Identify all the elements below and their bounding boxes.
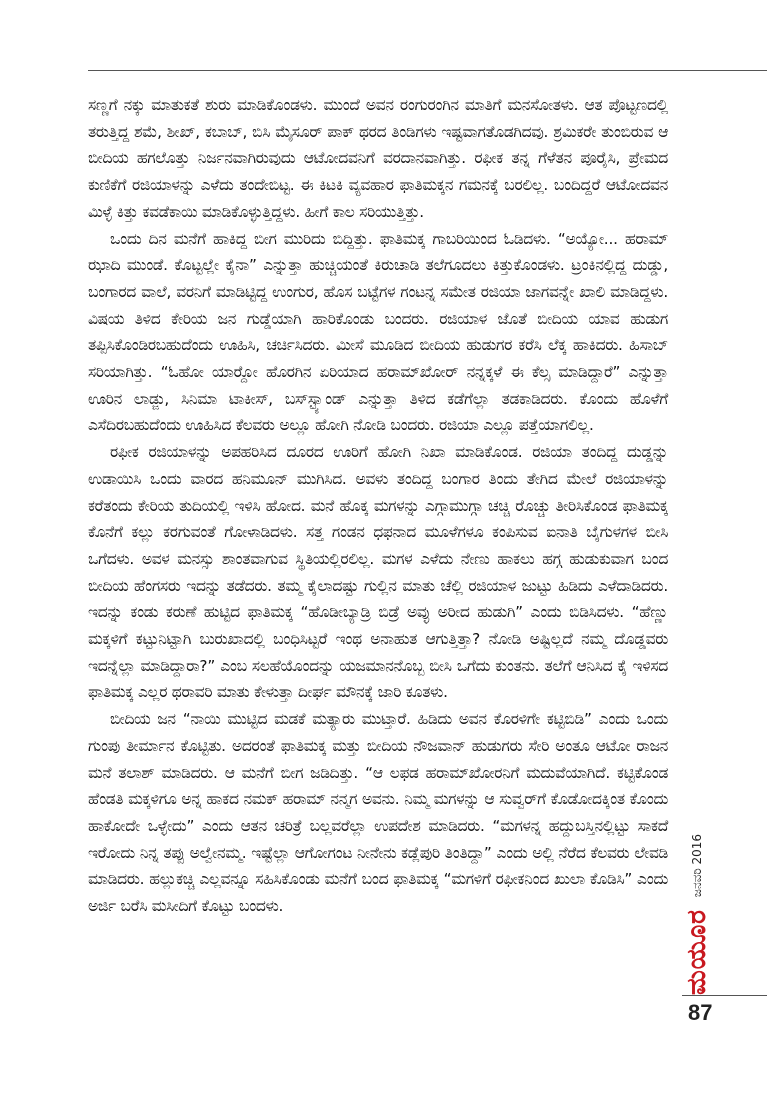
magazine-sidebar [682, 800, 722, 1000]
footer-rule [682, 995, 767, 996]
page-number: 87 [688, 1000, 713, 1025]
top-rule [88, 70, 767, 71]
paragraph-2: ಒಂದು ದಿನ ಮನೆಗೆ ಹಾಕಿದ್ದ ಬೀಗ ಮುರಿದು ಬಿದ್ದಿತ್ತು. ಫಾತಿಮಕ್ಕ ಗಾಬರಿಯಿಂದ ಓಡಿದಳು. “ಅಯ್ಯೋ... ಹರಾಮ್ ಝಾದಿ ಮುಂಡೆ. ಕೊಟ್ಟಲ್ಲೇ ಕೈನಾ” ಎನ್ನುತ್ತಾ ಹುಚ್ಚಿಯಂತೆ ಕಿರುಚಾಡಿ ತಲೆಗೂದಲು ಕಿತ್ತುಕೊಂಡಳು. ಟ್ರಂಕಿನಲ್ಲಿದ್ದ ದುಡ್ಡು, ಬಂಗಾರದ ವಾಲೆ, ವರನಿಗೆ ಮಾಡಿಟ್ಟಿದ್ದ ಉಂಗುರ, ಹೊಸ ಬಟ್ಟೆಗಳ ಗಂಟನ್ನ ಸಮೇತ ರಜಿಯಾ ಜಾಗವನ್ನೇ ಖಾಲಿ ಮಾಡಿದ್ದಳು. ವಿಷಯ ತಿಳಿದ ಕೇರಿಯ ಜನ ಗುಡ್ಡೆಯಾಗಿ ಹಾರಿಕೊಂಡು ಬಂದರು. ರಜಿಯಾಳ ಜೊತೆ ಬೀದಿಯ ಯಾವ ಹುಡುಗ ತಪ್ಪಿಸಿಕೊಂಡಿರಬಹುದೆಂದು ಊಹಿಸಿ, ಚರ್ಚಿಸಿದರು. ಮೀಸೆ ಮೂಡಿದ ಬೀದಿಯ ಹುಡುಗರ ಕರೆಸಿ ಲೆಕ್ಕ ಹಾಕಿದರು. ಹಿಸಾಬ್ ಸರಿಯಾಗಿತ್ತು. “ಓಹೋ ಯಾರ್‍ದೋ ಹೊರಗಿನ ಏರಿಯಾದ ಹರಾಮ್‌ಖೋರ್ ನನ್ನಕ್ಕಳೆ ಈ ಕೆಲ್ಸ ಮಾಡಿದ್ದಾರೆ” ಎನ್ನುತ್ತಾ ಊರಿನ ಲಾಡ್ಜು, ಸಿನಿಮಾ ಟಾಕೀಸ್, ಬಸ್‌ಸ್ಟ್ಯಾಂಡ್ ಎನ್ನುತ್ತಾ ತಿಳಿದ ಕಡೆಗೆಲ್ಲಾ ತಡಕಾಡಿದರು. ಕೊಂದು ಹೊಳೆಗೆ ಎಸೆದಿರಬಹುದೆಂದು ಊಹಿಸಿದ ಕೆಲವರು ಅಲ್ಲೂ ಹೋಗಿ ನೋಡಿ ಬಂದರು. ರಜಿಯಾ ಎಲ್ಲೂ ಪತ್ತೆಯಾಗಲಿಲ್ಲ. [88, 229, 668, 435]
paragraph-3: ರಫೀಕ ರಜಿಯಾಳನ್ನು ಅಪಹರಿಸಿದ ದೂರದ ಊರಿಗೆ ಹೋಗಿ ನಿಖಾ ಮಾಡಿಕೊಂಡ. ರಜಿಯಾ ತಂದಿದ್ದ ದುಡ್ಡನ್ನು ಉಡಾಯಿಸಿ ಒಂದು ವಾರದ ಹನಿಮೂನ್ ಮುಗಿಸಿದ. ಅವಳು ತಂದಿದ್ದ ಬಂಗಾರ ತಿಂದು ತೇಗಿದ ಮೇಲೆ ರಜಿಯಾಳನ್ನು ಕರೆತಂದು ಕೇರಿಯ ತುದಿಯಲ್ಲಿ ಇಳಿಸಿ ಹೋದ. ಮನೆ ಹೊಕ್ಕ ಮಗಳನ್ನು ಎಗ್ಗಾಮುಗ್ಗಾ ಚಚ್ಚಿ ರೊಚ್ಚು ತೀರಿಸಿಕೊಂಡ ಫಾತಿಮಕ್ಕ ಕೊನೆಗೆ ಕಲ್ಲು ಕರಗುವಂತೆ ಗೋಳಾಡಿದಳು. ಸತ್ತ ಗಂಡನ ಧಫನಾದ ಮೂಳೆಗಳೂ ಕಂಪಿಸುವ ಐನಾತಿ ಬೈಗುಳಗಳ ಬೀಸಿ ಒಗೆದಳು. ಅವಳ ಮನಸ್ಸು ಶಾಂತವಾಗುವ ಸ್ಥಿತಿಯಲ್ಲಿರಲಿಲ್ಲ. ಮಗಳ ಎಳೆದು ನೇಣು ಹಾಕಲು ಹಗ್ಗ ಹುಡುಕುವಾಗ ಬಂದ ಬೀದಿಯ ಹೆಂಗಸರು ಇದನ್ನು ತಡೆದರು. ತಮ್ಮ ಕೈಲಾದಷ್ಟು ಗುಲ್ಲಿನ ಮಾತು ಚೆಲ್ಲಿ ರಜಿಯಾಳ ಜುಟ್ಟು ಹಿಡಿದು ಎಳೆದಾಡಿದರು. ಇದನ್ನು ಕಂಡು ಕರುಣೆ ಹುಟ್ಟಿದ ಫಾತಿಮಕ್ಕ “ಹೊಡೀಬ್ಯಾಡ್ರಿ ಬಿಡ್ರೆ ಅವ್ಳು ಅರೀದ ಹುಡುಗಿ” ಎಂದು ಬಿಡಿಸಿದಳು. “ಹೆಣ್ಣು ಮಕ್ಕಳಿಗೆ ಕಟ್ಟುನಿಟ್ಟಾಗಿ ಬುರುಖಾದಲ್ಲಿ ಬಂಧಿಸಿಟ್ಟರೆ ಇಂಥ ಅನಾಹುತ ಆಗುತ್ತಿತ್ತಾ? ನೋಡಿ ಅಷ್ಟಿಲ್ಲದೆ ನಮ್ಮ ದೊಡ್ಡವರು ಇದನ್ನೆಲ್ಲಾ ಮಾಡಿದ್ದಾರಾ?” ಎಂಬ ಸಲಹೆಯೊಂದನ್ನು ಯಜಮಾನನೊಬ್ಬ ಬೀಸಿ ಒಗೆದು ಕುಂತನು. ತಲೆಗೆ ಆನಿಸಿದ ಕೈ ಇಳಿಸದ ಫಾತಿಮಕ್ಕ ಎಲ್ಲರ ಥರಾವರಿ ಮಾತು ಕೇಳುತ್ತಾ ದೀರ್ಘ ಮೌನಕ್ಕೆ ಜಾರಿ ಕೂತಳು. [88, 443, 668, 702]
paragraph-1: ಸಣ್ಣಗೆ ನಕ್ಕು ಮಾತುಕತೆ ಶುರು ಮಾಡಿಕೊಂಡಳು. ಮುಂದೆ ಅವನ ರಂಗುರಂಗಿನ ಮಾತಿಗೆ ಮನಸೋತಳು. ಆತ ಪೊಟ್ಟಣದಲ್ಲಿ ತರುತ್ತಿದ್ದ ಶಮೆ, ಶೀಖ್, ಕಬಾಬ್, ಬಿಸಿ ಮೈಸೂರ್ ಪಾಕ್ ಥರದ ತಿಂಡಿಗಳು ಇಷ್ಟವಾಗತೊಡಗಿದವು. ಶ್ರಮಿಕರೇ ತುಂಬಿರುವ ಆ ಬೀದಿಯ ಹಗಲೊತ್ತು ನಿರ್ಜನವಾಗಿರುವುದು ಆಟೋದವನಿಗೆ ವರದಾನವಾಗಿತ್ತು. ರಫೀಕ ತನ್ನ ಗೆಳೆತನ ಪೂರೈಸಿ, ಪ್ರೇಮದ ಕುಣಿಕೆಗೆ ರಜಿಯಾಳನ್ನು ಎಳೆದು ತಂದೇಬಿಟ್ಟ. ಈ ಕಿಟಕಿ ವ್ಯವಹಾರ ಫಾತಿಮಕ್ಕನ ಗಮನಕ್ಕೆ ಬರಲಿಲ್ಲ. ಬಂದಿದ್ದರೆ ಆಟೋದವನ ಮಿಳ್ಳೆ ಕಿತ್ತು ಕವಡೆಕಾಯಿ ಮಾಡಿಕೊಳ್ಳುತ್ತಿದ್ದಳು. ಹೀಗೆ ಕಾಲ ಸರಿಯುತ್ತಿತ್ತು. [88, 96, 668, 221]
magazine-logo: ಮಯೂರ [682, 909, 712, 995]
article-body [88, 92, 668, 920]
paragraph-4: ಬೀದಿಯ ಜನ “ನಾಯಿ ಮುಟ್ಟಿದ ಮಡಕೆ ಮತ್ಯಾರು ಮುಟ್ತಾರೆ. ಹಿಡಿದು ಅವನ ಕೊರಳಿಗೇ ಕಟ್ಟಿಬಿಡಿ” ಎಂದು ಒಂದು ಗುಂಪು ತೀರ್ಮಾನ ಕೊಟ್ಟಿತು. ಅದರಂತೆ ಫಾತಿಮಕ್ಕ ಮತ್ತು ಬೀದಿಯ ನೌಜವಾನ್ ಹುಡುಗರು ಸೇರಿ ಅಂತೂ ಆಟೋ ರಾಜನ ಮನೆ ತಲಾಶ್ ಮಾಡಿದರು. ಆ ಮನೆಗೆ ಬೀಗ ಜಡಿದಿತ್ತು. “ಆ ಲಫಡ ಹರಾಮ್‌ಖೋರನಿಗೆ ಮದುವೆಯಾಗಿದೆ. ಕಟ್ಟಿಕೊಂಡ ಹೆಂಡತಿ ಮಕ್ಕಳಿಗೂ ಅನ್ನ ಹಾಕದ ನಮಕ್ ಹರಾಮ್ ನನ್ಮಗ ಅವನು. ನಿಮ್ಮ ಮಗಳನ್ನು ಆ ಸುವ್ವರ್‌ಗೆ ಕೊಡೋದಕ್ಕಿಂತ ಕೊಂದು ಹಾಕೋದೇ ಒಳ್ಳೇದು” ಎಂದು ಆತನ ಚರಿತ್ರೆ ಬಲ್ಲವರೆಲ್ಲಾ ಉಪದೇಶ ಮಾಡಿದರು. “ಮಗಳನ್ನ ಹದ್ದುಬಸ್ತಿನಲ್ಲಿಟ್ಟು ಸಾಕದೆ ಇರೋದು ನಿನ್ನ ತಪ್ಪು ಅಲ್ವೇನಮ್ಮ. ಇಷ್ಟೆಲ್ಲಾ ಆಗೋಗಂಟ ನೀನೇನು ಕಡ್ಲೆಪುರಿ ತಿಂತಿದ್ದಾ” ಎಂದು ಅಲ್ಲಿ ನೆರೆದ ಕೆಲವರು ಲೇವಡಿ ಮಾಡಿದರು. ಹಲ್ಲುಕಚ್ಚಿ ಎಲ್ಲವನ್ನೂ ಸಹಿಸಿಕೊಂಡು ಮನೆಗೆ ಬಂದ ಫಾತಿಮಕ್ಕ “ಮಗಳಿಗೆ ರಫೀಕನಿಂದ ಖುಲಾ ಕೊಡಿಸಿ” ಎಂದು ಅರ್ಜಿ ಬರೆಸಿ ಮಸೀದಿಗೆ ಕೊಟ್ಟು ಬಂದಳು. [88, 710, 668, 916]
issue-date: ಜನವರಿ 2016 [690, 833, 704, 898]
